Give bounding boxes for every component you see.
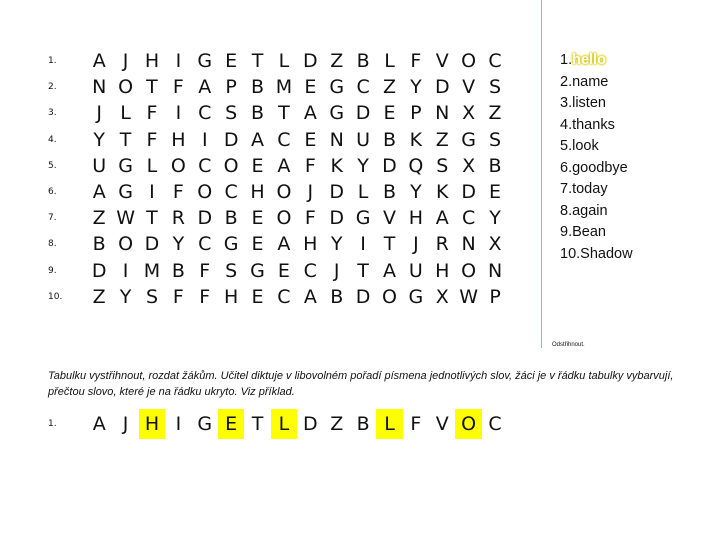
grid-letter: A	[303, 102, 317, 125]
grid-letter: J	[333, 259, 340, 282]
grid-letter: S	[225, 102, 238, 125]
word-text: thanks	[572, 116, 615, 133]
grid-letter: G	[408, 285, 424, 308]
grid-letter: O	[382, 285, 397, 308]
grid-letter: C	[198, 233, 212, 256]
grid-letter: E	[304, 76, 317, 99]
grid-letter: F	[172, 181, 184, 204]
grid-letter: J	[413, 233, 419, 256]
grid-letter: D	[197, 207, 213, 230]
grid-letter: O	[197, 181, 213, 204]
grid-row	[44, 258, 508, 284]
grid-row	[44, 153, 508, 179]
grid-letter: D	[434, 76, 450, 99]
grid-letter: G	[118, 181, 133, 204]
grid-letter: S	[489, 76, 502, 99]
grid-letter: E	[304, 128, 317, 151]
word-item	[560, 222, 633, 244]
grid-letter: B	[330, 285, 344, 308]
grid-letter: O	[276, 207, 292, 230]
grid-letter: D	[461, 181, 476, 204]
grid-letter: G	[329, 102, 345, 125]
example-letter-highlighted: O	[455, 409, 481, 439]
grid-letter: H	[171, 128, 186, 151]
grid-letter: N	[329, 128, 344, 151]
grid-letter: S	[436, 154, 449, 177]
word-number: 3.	[560, 95, 573, 111]
grid-letter: O	[118, 233, 134, 256]
grid-letter: V	[462, 76, 476, 99]
word-text: look	[572, 138, 599, 154]
example-letter: F	[410, 413, 422, 435]
grid-letter: V	[435, 50, 449, 73]
grid-letter: A	[382, 259, 396, 282]
grid-letter: S	[225, 259, 238, 282]
grid-letter: A	[92, 50, 106, 73]
grid-letter: L	[120, 102, 131, 125]
grid-letter: E	[489, 181, 502, 204]
grid-letter: H	[144, 50, 160, 73]
grid-letter: V	[382, 207, 396, 230]
example-letter: Z	[330, 413, 344, 435]
grid-letter: X	[435, 285, 449, 308]
grid-row	[44, 100, 508, 126]
grid-letter: G	[461, 128, 477, 151]
grid-letter: F	[199, 285, 211, 308]
grid-letter: J	[307, 181, 314, 204]
row-number: 1.	[48, 56, 57, 67]
grid-letter: T	[251, 50, 264, 73]
grid-letter: E	[251, 207, 264, 230]
word-item	[560, 158, 633, 180]
grid-letter: X	[462, 154, 476, 177]
grid-letter: N	[435, 102, 450, 125]
grid-letter: U	[408, 259, 423, 282]
grid-letter: G	[118, 154, 133, 177]
grid-letter: O	[276, 181, 292, 204]
row-number: 8.	[48, 239, 57, 250]
word-item	[560, 93, 633, 115]
grid-letter: F	[146, 102, 158, 125]
grid-letter: I	[175, 50, 182, 73]
grid-letter: M	[143, 259, 161, 282]
grid-letter: R	[435, 233, 449, 256]
grid-letter: F	[304, 207, 316, 230]
grid-letter: B	[251, 76, 265, 99]
grid-letter: S	[489, 128, 502, 151]
word-number: 5.	[560, 138, 573, 154]
grid-letter: I	[149, 181, 155, 204]
grid-letter: W	[116, 207, 135, 230]
grid-letter: P	[225, 76, 237, 99]
grid-letter: E	[225, 50, 238, 73]
grid-letter: F	[172, 285, 184, 308]
row-number: 6.	[48, 187, 57, 198]
grid-letter: E	[251, 233, 264, 256]
cut-line	[541, 0, 542, 348]
grid-letter: B	[224, 207, 238, 230]
example-letter-highlighted: L	[376, 409, 402, 439]
grid-letter: F	[199, 259, 211, 282]
grid-letter: I	[122, 259, 129, 282]
grid-letter: Z	[92, 285, 106, 308]
grid-letter: U	[356, 128, 371, 151]
grid-letter: G	[223, 233, 239, 256]
grid-letter: B	[171, 259, 185, 282]
grid-letter: O	[223, 154, 239, 177]
grid-letter: C	[462, 207, 476, 230]
word-item	[560, 72, 633, 94]
word-number: 9.	[560, 224, 573, 240]
word-number: 6.	[560, 159, 573, 176]
grid-letter: Z	[382, 76, 396, 99]
word-text: hello	[572, 52, 606, 68]
grid-letter: H	[224, 285, 239, 308]
word-text: name	[572, 73, 609, 90]
grid-letter: T	[146, 207, 158, 230]
grid-letter: Y	[93, 128, 105, 151]
row-number: 10.	[48, 291, 63, 302]
word-text: again	[572, 202, 608, 219]
grid-letter: A	[198, 76, 212, 99]
example-letter: C	[488, 413, 502, 435]
grid-letter: G	[355, 207, 371, 230]
grid-letter: A	[435, 207, 449, 230]
grid-letter: Y	[410, 181, 422, 204]
grid-letter: I	[360, 233, 366, 256]
grid-letter: D	[329, 207, 345, 230]
example-letter: D	[303, 413, 318, 435]
grid-letter: Y	[410, 76, 422, 99]
grid-letter: P	[410, 102, 422, 125]
grid-letter: T	[278, 102, 290, 125]
grid-letter: A	[92, 181, 106, 204]
instruction-text: Tabulku vystřihnout, rozdat žákům. Učitel diktuje v libovolném pořadí písmena jednotlivých slov, žáci je v řádku tabulky vybarvují, přečtou slovo, které je na řádku ukryto. Viz příklad.	[48, 370, 674, 398]
example-letter: B	[356, 413, 370, 435]
row-number: 5.	[48, 160, 57, 171]
grid-letter: O	[170, 154, 186, 177]
grid-letter: K	[436, 181, 449, 204]
grid-row	[44, 231, 508, 257]
example-row	[44, 409, 508, 439]
word-text: goodbye	[572, 159, 628, 176]
grid-letter: C	[277, 128, 291, 151]
grid-row	[44, 284, 508, 310]
grid-row	[44, 179, 508, 205]
grid-letter: E	[277, 259, 290, 282]
grid-letter: L	[357, 181, 369, 204]
grid-letter: D	[329, 181, 345, 204]
cut-note: Odstřihnout.	[552, 342, 585, 348]
grid-letter: D	[303, 50, 318, 73]
example-letter-highlighted: L	[271, 409, 297, 439]
grid-letter: C	[277, 285, 291, 308]
grid-letter: B	[382, 128, 397, 151]
grid-letter: Z	[92, 207, 106, 230]
grid-letter: N	[461, 233, 476, 256]
grid-letter: D	[355, 285, 371, 308]
grid-letter: H	[435, 259, 450, 282]
grid-letter: D	[382, 154, 397, 177]
grid-letter: I	[201, 128, 208, 151]
grid-letter: B	[356, 50, 370, 73]
grid-letter: H	[408, 207, 424, 230]
grid-letter: O	[118, 76, 134, 99]
row-number: 3.	[48, 108, 57, 119]
grid-letter: X	[488, 233, 502, 256]
grid-letter: Y	[119, 285, 132, 308]
grid-letter: A	[277, 154, 291, 177]
word-item	[560, 115, 633, 137]
grid-letter: I	[175, 102, 182, 125]
grid-letter: Y	[357, 154, 369, 177]
grid-letter: F	[172, 76, 184, 99]
grid-letter: G	[197, 50, 213, 73]
word-item	[560, 201, 633, 223]
grid-letter: C	[198, 154, 212, 177]
grid-letter: E	[383, 102, 396, 125]
grid-letter: M	[275, 76, 293, 99]
grid-letter: L	[278, 50, 290, 73]
grid-letter: H	[250, 181, 265, 204]
word-item	[560, 244, 633, 266]
example-letter: T	[251, 413, 264, 435]
grid-letter: Z	[330, 50, 344, 73]
grid-row	[44, 48, 508, 74]
grid-letter: H	[303, 233, 318, 256]
grid-letter: K	[330, 154, 343, 177]
word-number: 1.	[560, 52, 573, 68]
grid-letter: D	[223, 128, 239, 151]
grid-letter: G	[329, 76, 345, 99]
grid-letter: D	[91, 259, 107, 282]
word-list	[560, 50, 633, 265]
example-letter: G	[197, 413, 213, 435]
row-number: 9.	[48, 265, 57, 276]
word-text: Shadow	[580, 245, 633, 262]
grid-letter: O	[461, 259, 477, 282]
grid-letter: F	[146, 128, 158, 151]
grid-letter: T	[357, 259, 369, 282]
grid-letter: A	[251, 128, 265, 151]
grid-letter: W	[459, 285, 479, 308]
example-letter-highlighted: E	[218, 409, 244, 439]
grid-letter: D	[355, 102, 371, 125]
grid-letter: F	[304, 154, 316, 177]
grid-letter: K	[409, 128, 423, 151]
grid-letter: X	[462, 102, 476, 125]
grid-letter: L	[146, 154, 158, 177]
row-number: 4.	[48, 134, 57, 145]
grid-letter: Y	[172, 233, 185, 256]
word-item	[560, 179, 633, 201]
word-text: Bean	[572, 224, 606, 240]
grid-letter: N	[92, 76, 107, 99]
grid-row	[44, 205, 508, 231]
grid-letter: E	[251, 285, 264, 308]
grid-letter: C	[488, 50, 502, 73]
grid-letter: Y	[489, 207, 501, 230]
row-number: 2.	[48, 82, 57, 93]
word-item	[560, 136, 633, 158]
grid-letter: T	[383, 233, 396, 256]
grid-letter: N	[487, 259, 503, 282]
grid-letter: Q	[408, 154, 424, 177]
grid-letter: G	[250, 259, 265, 282]
grid-letter: S	[145, 285, 158, 308]
word-search-grid	[44, 48, 508, 310]
grid-letter: U	[92, 154, 107, 177]
example-letter: I	[175, 413, 182, 435]
grid-letter: T	[119, 128, 132, 151]
grid-letter: B	[382, 181, 397, 204]
grid-letter: O	[461, 50, 477, 73]
grid-letter: J	[96, 102, 102, 125]
grid-letter: R	[171, 207, 185, 230]
example-letter: A	[92, 413, 106, 435]
grid-letter: C	[224, 181, 238, 204]
grid-letter: Y	[330, 233, 343, 256]
grid-letter: J	[122, 50, 129, 73]
grid-letter: T	[146, 76, 158, 99]
grid-letter: E	[251, 154, 264, 177]
example-letter-highlighted: H	[139, 409, 165, 439]
word-number: 7.	[560, 181, 573, 197]
example-letter: V	[435, 413, 449, 435]
word-number: 4.	[560, 116, 573, 133]
grid-letter: F	[410, 50, 422, 73]
grid-letter: C	[303, 259, 317, 282]
grid-letter: P	[489, 285, 501, 308]
word-number: 2.	[560, 73, 573, 90]
grid-letter: Z	[488, 102, 502, 125]
word-item	[560, 50, 633, 72]
grid-letter: C	[198, 102, 212, 125]
example-number: 1.	[48, 419, 57, 429]
word-text: listen	[572, 95, 606, 111]
grid-row	[44, 74, 508, 100]
grid-letter: A	[277, 233, 291, 256]
grid-letter: L	[384, 50, 395, 73]
grid-letter: B	[488, 154, 502, 177]
example-letter: J	[122, 413, 129, 435]
word-number: 8.	[560, 202, 573, 219]
grid-letter: B	[251, 102, 265, 125]
row-number: 7.	[48, 213, 57, 224]
grid-letter: Z	[435, 128, 449, 151]
grid-letter: C	[356, 76, 370, 99]
grid-letter: D	[144, 233, 160, 256]
word-number: 10.	[560, 245, 581, 262]
grid-row	[44, 127, 508, 153]
word-text: today	[572, 181, 608, 197]
grid-letter: A	[303, 285, 317, 308]
grid-letter: B	[92, 233, 106, 256]
